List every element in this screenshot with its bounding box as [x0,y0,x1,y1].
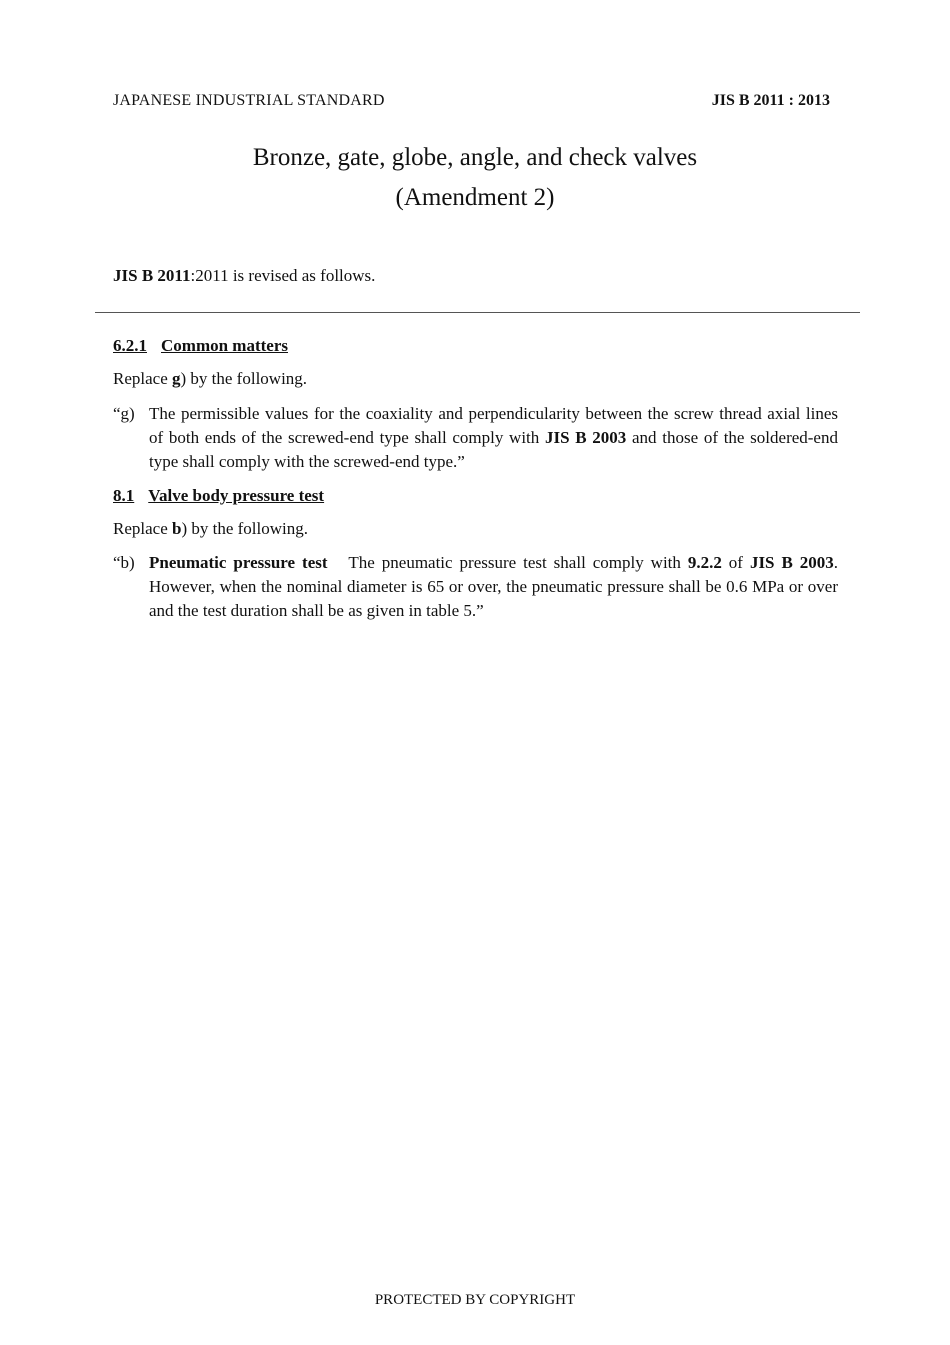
standard-number: JIS B 2011 : 2013 [711,92,830,109]
horizontal-divider [95,312,860,313]
quote-body [149,402,838,474]
quote-body [149,551,838,623]
standard-reference: JIS B 2003 [749,553,834,572]
instruction-text: ) by the following. [180,369,308,388]
instruction-text: ) by the following. [181,519,309,538]
section-title: Valve body pressure test [148,486,325,505]
section-heading-6-2-1 [113,336,288,356]
standard-reference: JIS B 2003 [544,428,627,447]
quote-text: . However, when the nominal diameter is 65 or over, the pneumatic pressure shall be 0.6 MPa or over and the test duration shall be as given in table 5.” [149,553,838,620]
replacement-text-b [113,551,838,623]
standard-header: JAPANESE INDUSTRIAL STANDARD [113,92,385,109]
item-lead-title: Pneumatic pressure test [149,553,328,572]
list-marker: “b) [113,553,135,572]
intro-reference: JIS B 2011 [113,266,191,285]
intro-paragraph [113,266,375,286]
clause-reference: 9.2.2 [687,553,722,572]
title-line-1: Bronze, gate, globe, angle, and check valves [252,144,698,171]
section-title: Common matters [161,336,288,355]
replacement-text-g [113,402,838,474]
section-heading-8-1 [113,486,324,506]
instruction-item: b [172,519,182,538]
instruction-paragraph [113,369,307,389]
list-marker: “g) [113,404,135,423]
section-number: 8.1 [113,486,135,505]
title-line-2: (Amendment 2) [395,184,555,211]
quote-text: of [721,553,750,572]
section-number: 6.2.1 [113,336,147,355]
copyright-footer: PROTECTED BY COPYRIGHT [374,1292,576,1308]
document-title [0,138,950,218]
instruction-text: Replace [113,369,172,388]
instruction-item: g [172,369,181,388]
intro-text: :2011 is revised as follows. [190,266,376,285]
quote-text: The permissible values for the coaxiality and perpendicularity between the screw thread axial lines of both ends of the screwed-end type shall comply with [149,404,838,447]
quote-text: The pneumatic pressure test shall comply with [348,553,688,572]
quote-text: and those of the soldered-end type shall comply with the screwed-end type.” [149,428,838,471]
instruction-text: Replace [113,519,172,538]
instruction-paragraph [113,519,308,539]
